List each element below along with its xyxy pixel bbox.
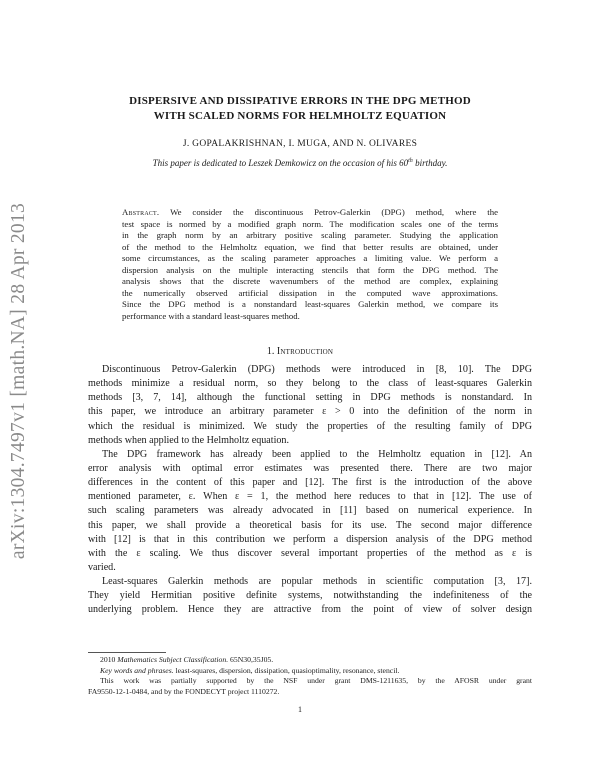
section-title: Introduction [276, 346, 334, 357]
abstract-line: in the graph norm by an arbitrary positive scaling parameter. Studying the application [122, 230, 498, 241]
msc-year: 2010 [100, 655, 118, 664]
body-line: Least-squares Galerkin methods are popular methods in scientific computation [3, 17]. [102, 576, 532, 588]
title-line-1: DISPERSIVE AND DISSIPATIVE ERRORS IN THE DPG METHOD [129, 95, 471, 107]
dedication-tail: birthday. [412, 158, 448, 168]
body-line: methods when applied to the Helmholtz equation. [88, 434, 289, 446]
abstract-label: Abstract. [122, 207, 160, 217]
abstract-line: some circumstances, as the scaling parameter approaches a limiting value. We perform a [122, 253, 498, 264]
body-line: The DPG framework has already been applied to the Helmholtz equation in [12]. An [102, 448, 532, 460]
abstract-line [122, 207, 498, 219]
body-line: with [12] is that in this contribution we perform a dispersion analysis of the DPG method [88, 533, 532, 545]
body-line: this paper, we shall provide a theoretical basis for its use. The second major difference [88, 519, 532, 531]
body-line: which the residual is minimized. We study the properties of the resulting family of DPG [88, 420, 532, 432]
abstract-line: dispersion analysis on the multiple interacting stencils that form the DPG method. The [122, 264, 498, 275]
abstract-line: test space is normed by a modified graph norm. The modification scales one of the terms [122, 218, 498, 229]
abstract [122, 207, 498, 322]
dedication [60, 158, 540, 168]
section-number: 1. [266, 346, 275, 357]
section-heading-introduction [60, 346, 540, 357]
footnote-divider [88, 652, 166, 653]
abstract-line: analysis shows that the discrete wavenumbers of the method are complex, explaining [122, 276, 498, 287]
body-line: such scaling parameters was already advocated in [11] based on numerical experience. In [88, 505, 532, 517]
keywords-label: Key words and phrases. [100, 665, 174, 675]
body-line: Discontinuous Petrov-Galerkin (DPG) methods were introduced in [8, 10]. The DPG [102, 364, 532, 375]
body-line: They yield Hermitian positive definite systems, notwithstanding the indefiniteness of the [88, 590, 532, 602]
abstract-line: performance with a standard least-squares method. [122, 310, 300, 321]
title-line-2: WITH SCALED NORMS FOR HELMHOLTZ EQUATION [153, 110, 447, 122]
paper-title [60, 94, 540, 124]
abstract-line: the numerically observed artificial dissipation in the computed wave approximations. [122, 287, 498, 298]
msc-label: Mathematics Subject Classification. [117, 655, 229, 664]
dedication-superscript: th [408, 158, 413, 164]
arxiv-identifier-stamp [4, 195, 34, 567]
abstract-line: of the method to the Helmholtz equation, we find that better results are obtained, under [122, 241, 498, 252]
footnotes [88, 655, 532, 697]
body-line: with the ε scaling. We thus discover several important properties of the method as ε is [88, 547, 532, 559]
author-list: J. GOPALAKRISHNAN, I. MUGA, AND N. OLIVARES [182, 139, 418, 149]
body-line: methods [3, 7, 14], although the functional setting in DPG methods is nonstandard. In [88, 392, 532, 404]
body-line: error analysis with optimal error estimates was presented there. There are two major [88, 462, 532, 474]
footnote-support-line: FA9550-12-1-0484, and by the FONDECYT project 1110272. [88, 686, 280, 696]
footnote-keywords [88, 666, 532, 677]
introduction-body [88, 363, 532, 618]
msc-codes: 65N30,35J05. [228, 655, 274, 664]
body-line: this paper, we introduce an arbitrary parameter ε > 0 into the definition of the norm in [88, 406, 532, 418]
arxiv-stamp-text: arXiv:1304.7497v1 [math.NA] 28 Apr 2013 [8, 202, 30, 560]
page-number: 1 [298, 705, 302, 714]
abstract-line: Since the DPG method is a nonstandard least-squares Galerkin method, we compare its [122, 299, 498, 310]
body-line: differences in the content of this paper and [12]. The first is the introduction of the above [88, 477, 532, 489]
abstract-line-text: We consider the discontinuous Petrov-Galerkin (DPG) method, where the [159, 207, 498, 217]
body-line: underlying problem. Hence they are attractive from the point of view of solver design [88, 604, 532, 616]
dedication-text: This paper is dedicated to Leszek Demkowicz on the occasion of his 60 [152, 158, 409, 168]
keywords-text: least-squares, dispersion, dissipation, quasioptimality, resonance, stencil. [173, 665, 400, 675]
footnote-support-line: This work was partially supported by the NSF under grant DMS-1211635, by the AFOSR under grant [100, 676, 532, 685]
footnote-msc [88, 655, 532, 666]
body-line: varied. [88, 561, 116, 573]
body-line: mentioned parameter, ε. When ε = 1, the method here reduces to that in [12]. The use of [88, 491, 532, 503]
body-line: methods minimize a residual norm, so they belong to the class of least-squares Galerkin [88, 378, 532, 390]
